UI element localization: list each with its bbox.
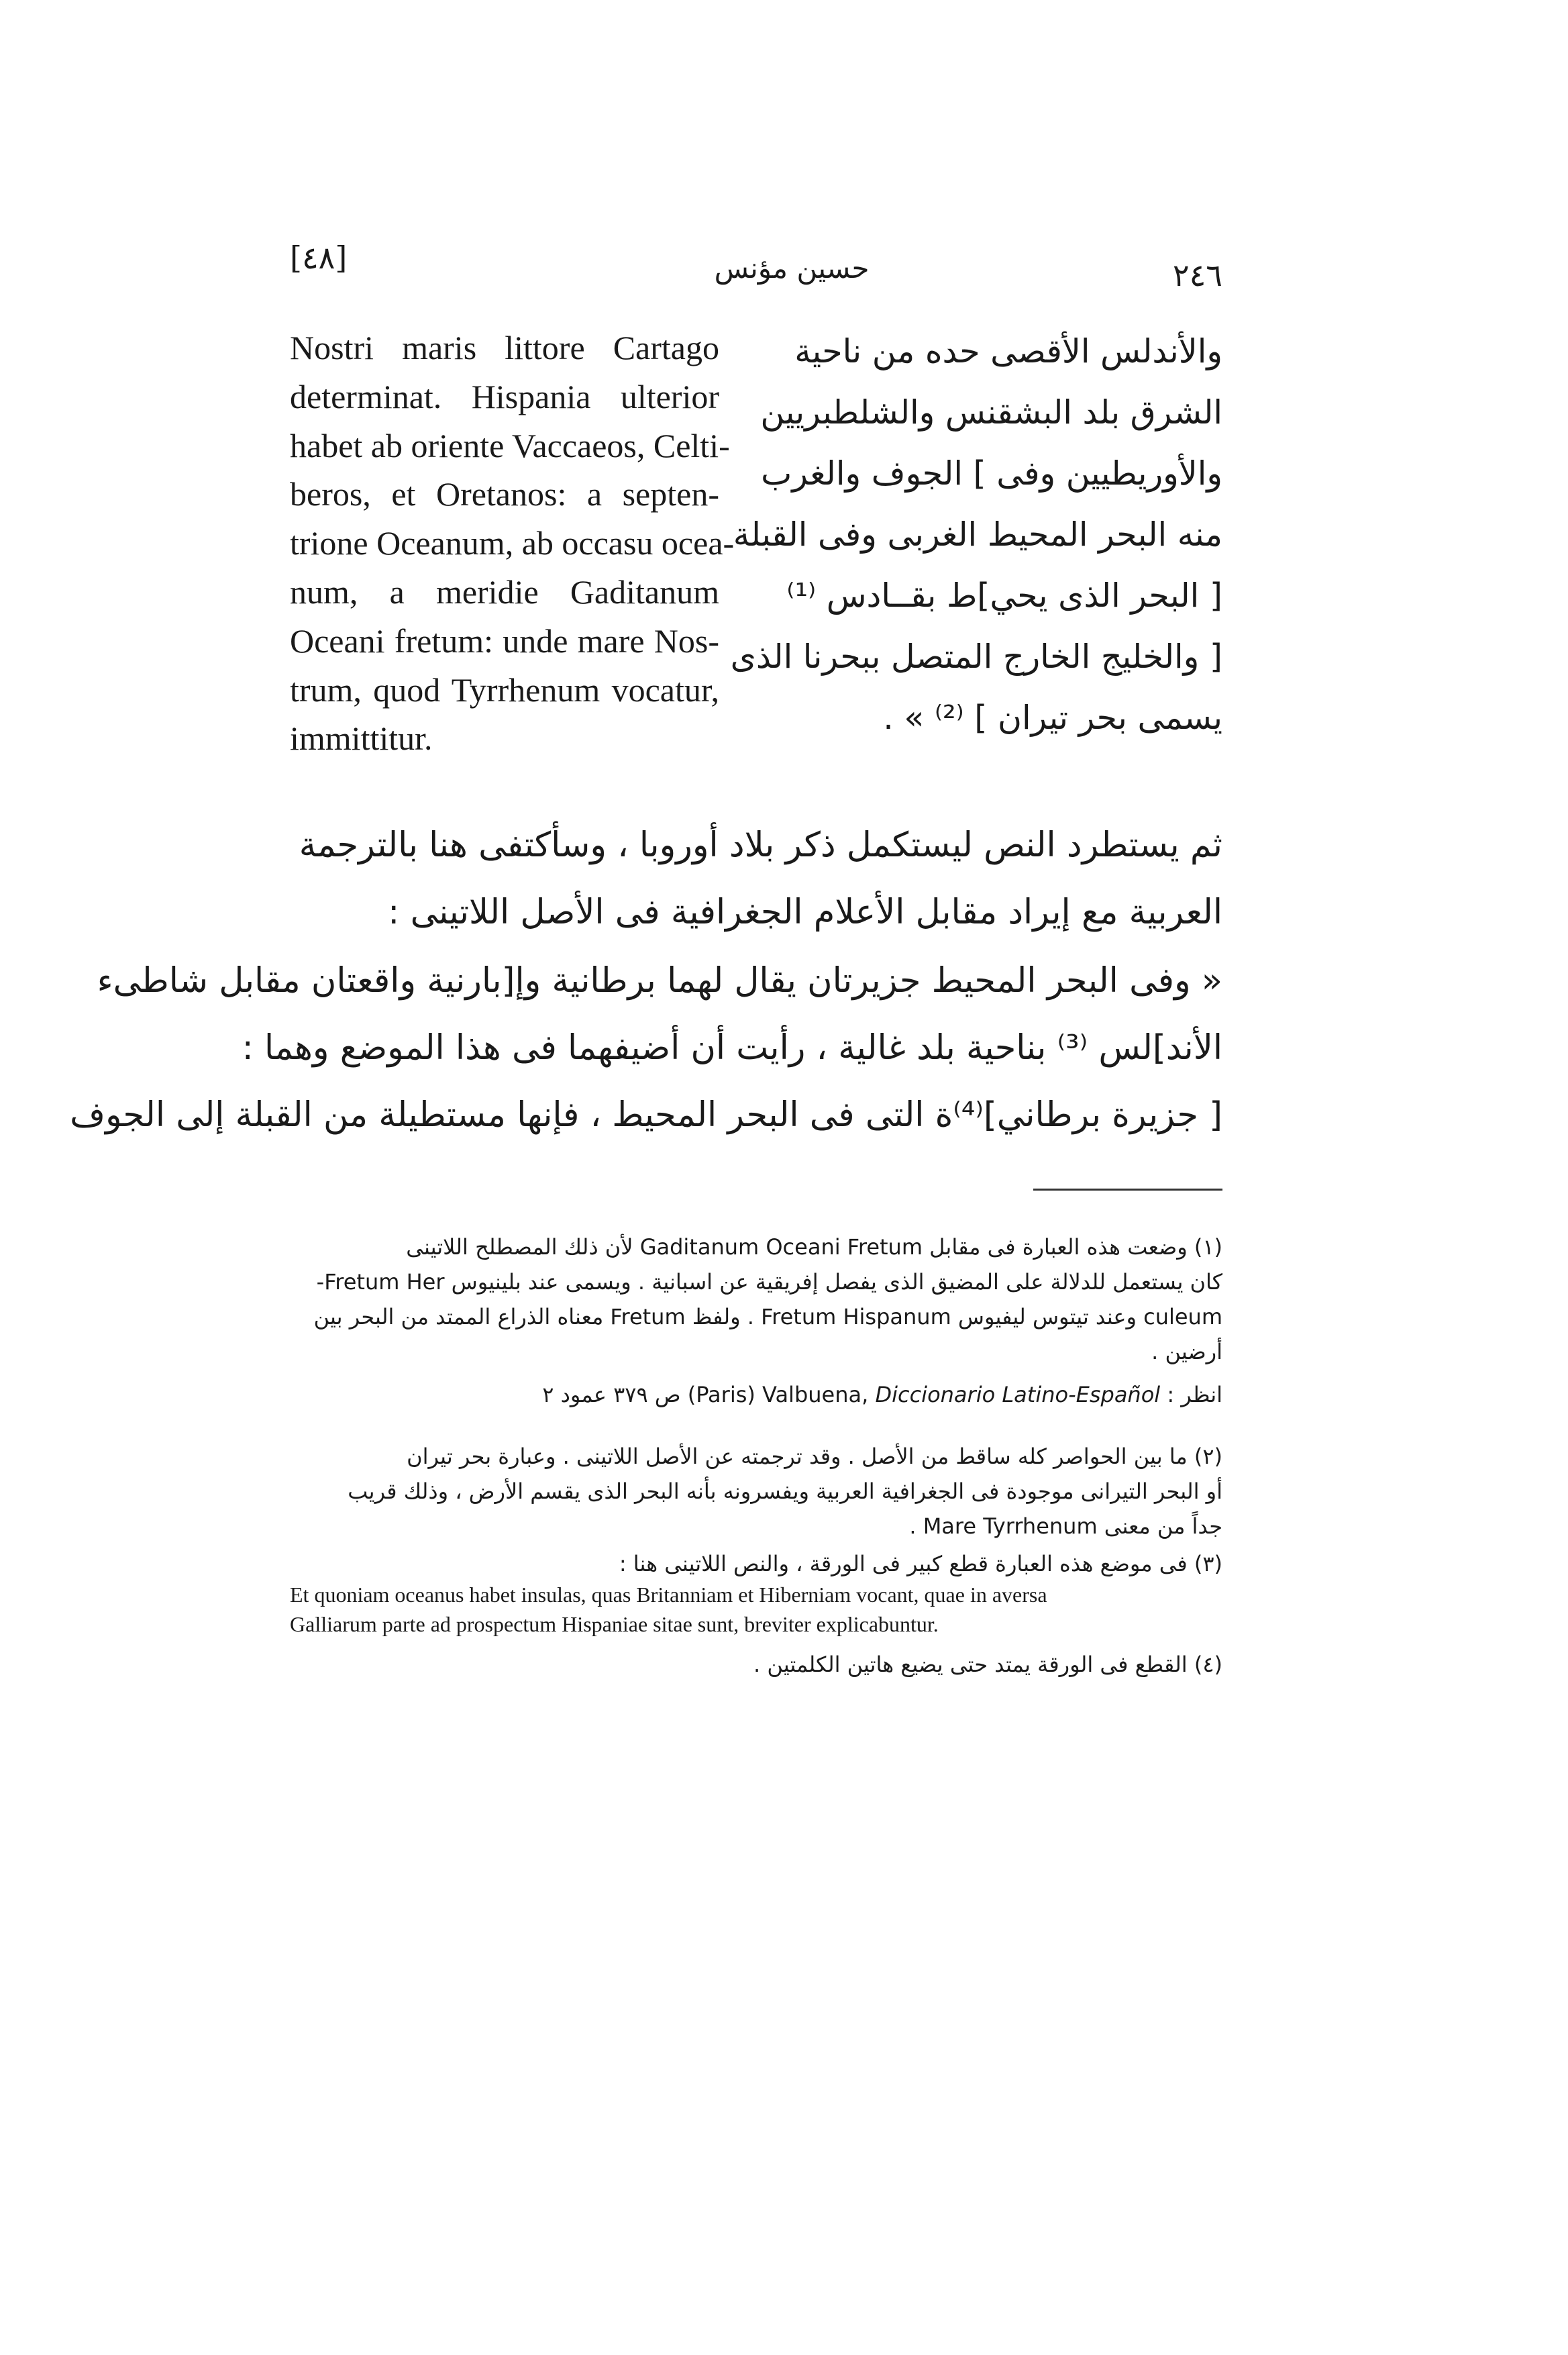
body-line: [ جزيرة برطاني]⁽⁴⁾ة التى فى البحر المحيط ، فإنها مستطيلة من القبلة إلى الجوف (70, 1095, 1222, 1135)
latin-line: trum, quod Tyrrhenum vocatur, (290, 670, 719, 709)
reference-tail: (Paris) ص ٣٧٩ عمود ٢ (542, 1382, 763, 1407)
footnote-line: أرضين . (1151, 1339, 1222, 1364)
arabic-line: والأوريطيين وفى ] الجوف والغرب (761, 454, 1222, 493)
latin-text-column (290, 323, 735, 763)
footnote-3 (290, 1546, 1222, 1581)
latin-line: num, a meridie Gaditanum (290, 572, 719, 611)
reference-author: Valbuena, (762, 1382, 876, 1407)
footnote-latin-line: Et quoniam oceanus habet insulas, quas Britanniam et Hiberniam vocant, quae in aversa (290, 1583, 1047, 1607)
footnote-line: (٣) فى موضع هذه العبارة قطع كبير فى الورقة ، والنص اللاتينى هنا : (619, 1551, 1222, 1576)
running-head-author: حسين مؤنس (714, 252, 870, 285)
arabic-line: الشرق بلد البشقنس والشلطبريين (760, 393, 1222, 432)
latin-line: trione Oceanum, ab occasu ocea- (290, 524, 735, 562)
body-line: « وفى البحر المحيط جزيرتان يقال لهما برطانية وإ[بارنية واقعتان مقابل شاطىء (97, 961, 1222, 1001)
footnote-line: أو البحر التيرانى موجودة فى الجغرافية العربية ويفسرونه بأنه البحر الذى يقسم الأرض ، وذلك قريب (348, 1479, 1222, 1504)
footnote-4 (290, 1647, 1222, 1682)
footnote-latin-line: Galliarum parte ad prospectum Hispaniae sitae sunt, breviter explicabuntur. (290, 1612, 939, 1636)
arabic-line: يسمى بحر تيران ] ⁽²⁾ » . (883, 699, 1222, 737)
latin-line: beros, et Oretanos: a septen- (290, 475, 719, 513)
arabic-line: منه البحر المحيط الغربى وفى القبلة (733, 515, 1222, 554)
arabic-line: والأندلس الأقصى حده من ناحية (794, 332, 1222, 370)
footnote-line: جداً من معنى Mare Tyrrhenum . (909, 1513, 1222, 1539)
footnote-line: (٤) القطع فى الورقة يمتد حتى يضيع هاتين الكلمتين . (753, 1652, 1222, 1677)
footnote-2 (290, 1439, 1222, 1544)
reference-citation (762, 1382, 1160, 1407)
page-number-bracketed: [٤٨] (290, 240, 348, 276)
footnote-line: (١) وضعت هذه العبارة فى مقابل Gaditanum Oceani Fretum لأن ذلك المصطلح اللاتينى (406, 1234, 1222, 1260)
footnote-line: culeum وعند تيتوس ليفيوس Fretum Hispanum . ولفظ Fretum معناه الذراع الممتد من البحر بين (313, 1304, 1222, 1330)
quoted-paragraph (70, 948, 1222, 1149)
footnote-line: كان يستعمل للدلالة على المضيق الذى يفصل إفريقية عن اسبانية . ويسمى عند بلينيوس Fretum Her- (316, 1269, 1222, 1295)
page-number: ٢٤٦ (1172, 257, 1222, 293)
body-line: الأند]لس ⁽³⁾ بناحية بلد غالية ، رأيت أن أضيفهما فى هذا الموضع وهما : (242, 1028, 1222, 1068)
footnote-1-reference (290, 1377, 1222, 1412)
latin-line: Nostri maris littore Cartago (290, 329, 719, 366)
footnote-3-latin-quote (290, 1580, 1222, 1639)
footnote-line: (٢) ما بين الحواصر كله ساقط من الأصل . وقد ترجمته عن الأصل اللاتينى . وعبارة بحر تيران (407, 1444, 1222, 1469)
latin-line: immittitur. (290, 719, 433, 758)
arabic-line: [ والخليج الخارج المتصل ببحرنا الذى (730, 638, 1222, 676)
arabic-line: [ البحر الذى يحي]ط بقــادس ⁽¹⁾ (786, 577, 1222, 615)
latin-line: Oceani fretum: unde mare Nos- (290, 621, 719, 660)
footnote-line (290, 1377, 1222, 1412)
body-paragraph (290, 812, 1222, 946)
arabic-translation-column (730, 321, 1222, 748)
footnote-separator (1033, 1189, 1222, 1191)
reference-prefix: انظر : (1160, 1382, 1222, 1407)
body-line: ثم يستطرد النص ليستكمل ذكر بلاد أوروبا ، وسأكتفى هنا بالترجمة (299, 825, 1222, 865)
latin-line: habet ab oriente Vaccaeos, Celti- (290, 426, 730, 464)
body-line: العربية مع إيراد مقابل الأعلام الجغرافية فى الأصل اللاتينى : (388, 893, 1222, 932)
latin-line: determinat. Hispania ulterior (290, 377, 719, 415)
footnote-1 (290, 1230, 1222, 1369)
reference-title: Diccionario Latino-Español (875, 1382, 1161, 1407)
